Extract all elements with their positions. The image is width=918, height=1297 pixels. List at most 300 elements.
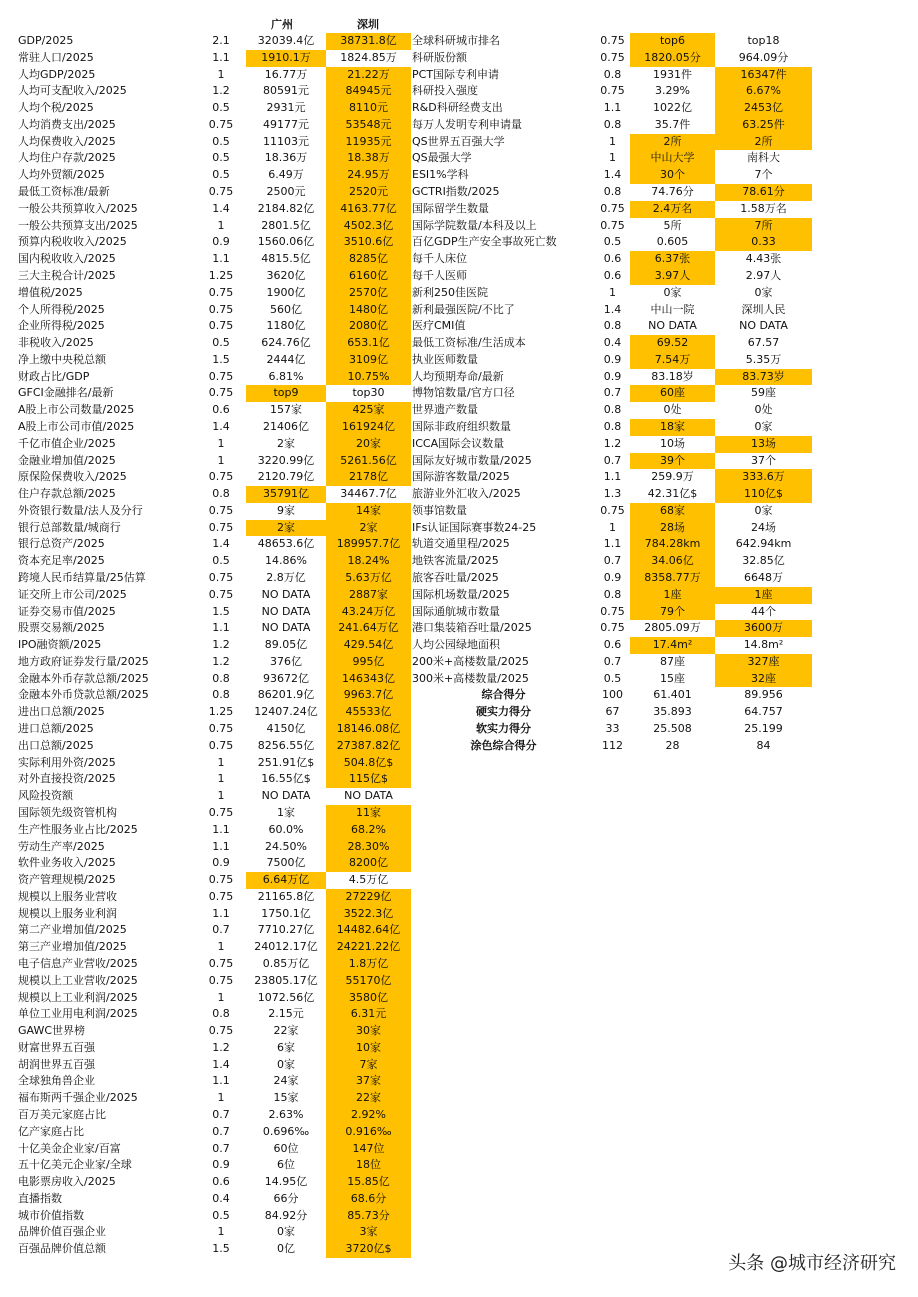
guangzhou-value-cell: 1560.06亿: [257, 235, 315, 249]
table-row: [410, 352, 812, 369]
shenzhen-value-cell: 53548元: [326, 117, 411, 134]
shenzhen-value-cell: 8200亿: [326, 855, 411, 872]
metric-name-cell: 国际留学生数量: [412, 201, 489, 215]
metric-name-cell: 福布斯两千强企业/2025: [18, 1091, 138, 1105]
metric-name-cell: 旅游业外汇收入/2025: [412, 487, 521, 501]
guangzhou-value-cell: 17.4m²: [630, 637, 715, 654]
table-row: [410, 234, 812, 251]
table-row: [16, 570, 411, 587]
weight-cell: 0.5: [603, 235, 622, 249]
table-row: [16, 721, 411, 738]
weight-cell: 1.1: [212, 50, 230, 64]
table-row: [16, 990, 411, 1007]
table-row: [16, 453, 411, 470]
metric-name-cell: 300米+高楼数量/2025: [412, 671, 529, 685]
weight-cell: 0.8: [212, 688, 230, 702]
guangzhou-value-cell: 2805.09万: [644, 621, 701, 635]
weight-cell: 0.9: [212, 856, 230, 870]
metric-name-cell: 出口总额/2025: [18, 738, 94, 752]
shenzhen-value-cell: 0家: [754, 419, 773, 433]
shenzhen-value-cell: 55170亿: [326, 973, 411, 990]
guangzhou-value-cell: 35.893: [653, 705, 692, 719]
guangzhou-value-cell: 6.49万: [268, 168, 304, 182]
table-row: [16, 973, 411, 990]
guangzhou-value-cell: top9: [246, 385, 326, 402]
table-row: [16, 855, 411, 872]
guangzhou-value-cell: 0家: [277, 1057, 295, 1071]
shenzhen-value-cell: 146343亿: [326, 671, 411, 688]
weight-cell: 0.75: [208, 722, 234, 736]
guangzhou-value-cell: 11103元: [263, 134, 309, 148]
weight-cell: 0.9: [212, 1158, 230, 1172]
table-row: [16, 839, 411, 856]
metric-name-cell: ICCA国际会议数量: [412, 436, 505, 450]
shenzhen-value-cell: 6648万: [744, 571, 783, 584]
table-row: [16, 1057, 411, 1074]
table-row: [410, 419, 812, 436]
guangzhou-value-cell: 84.92分: [264, 1208, 308, 1222]
metric-name-cell: 人均外贸额/2025: [18, 168, 105, 182]
weight-cell: 1: [609, 285, 616, 299]
shenzhen-value-cell: 642.94km: [735, 537, 792, 551]
metric-name-cell: 实际利用外资/2025: [18, 755, 116, 769]
weight-cell: 1.5: [212, 352, 230, 366]
weight-cell: 1.25: [208, 705, 234, 719]
table-row: [410, 671, 812, 688]
metric-name-cell: 直播指数: [18, 1191, 62, 1205]
weight-cell: 0.9: [212, 235, 230, 249]
metric-name-cell: 涂色综合得分: [470, 738, 537, 752]
weight-cell: 1: [217, 1225, 225, 1239]
shenzhen-value-cell: 0家: [754, 503, 773, 517]
guangzhou-value-cell: 15座: [660, 671, 685, 685]
guangzhou-value-cell: 7500亿: [266, 856, 306, 870]
table-row: [16, 167, 411, 184]
table-row: [16, 234, 411, 251]
metric-name-cell: 十亿美金企业家/百富: [18, 1141, 121, 1155]
metric-name-cell: 新利250佳医院: [412, 285, 488, 299]
weight-cell: 0.8: [212, 487, 230, 501]
weight-cell: 1: [217, 218, 225, 232]
weight-cell: 0.75: [208, 973, 234, 987]
table-row: [16, 755, 411, 772]
table-row: [16, 436, 411, 453]
shenzhen-value-cell: 5.35万: [745, 352, 782, 366]
guangzhou-value-cell: 32039.4亿: [257, 34, 315, 47]
shenzhen-value-cell: 1座: [715, 587, 812, 604]
weight-cell: 1.4: [212, 1057, 230, 1071]
guangzhou-value-cell: 60.0%: [268, 822, 304, 836]
metric-name-cell: 银行总部数量/城商行: [18, 520, 121, 534]
metric-name-cell: 新利最强医院/不比了: [412, 302, 515, 316]
shenzhen-value-cell: 34467.7亿: [340, 487, 397, 501]
shenzhen-value-cell: 14482.64亿: [326, 922, 411, 939]
weight-cell: 1: [609, 134, 616, 148]
metric-name-cell: 一般公共预算收入/2025: [18, 201, 138, 215]
metric-name-cell: 轨道交通里程/2025: [412, 537, 510, 551]
weight-cell: 1.25: [208, 268, 234, 282]
guangzhou-value-cell: 60座: [630, 385, 715, 402]
guangzhou-value-cell: 4815.5亿: [261, 252, 311, 266]
shenzhen-value-cell: 5.63万亿: [326, 570, 411, 587]
table-row: [16, 83, 411, 100]
shenzhen-value-cell: 14.8m²: [743, 638, 784, 652]
shenzhen-value-cell: 2570亿: [326, 285, 411, 302]
shenzhen-value-cell: NO DATA: [739, 319, 788, 333]
guangzhou-value-cell: 中山大学: [630, 150, 715, 167]
metric-name-cell: 科研投入强度: [412, 84, 478, 98]
metric-name-cell: 最低工资标准/最新: [18, 185, 110, 199]
metric-name-cell: 资本充足率/2025: [18, 554, 105, 568]
guangzhou-value-cell: 8358.77万: [630, 570, 715, 587]
shenzhen-value-cell: 18146.08亿: [326, 721, 411, 738]
metric-name-cell: 电影票房收入/2025: [18, 1175, 116, 1189]
shenzhen-value-cell: 7所: [715, 218, 812, 235]
shenzhen-value-cell: 3720亿$: [326, 1241, 411, 1258]
metric-name-cell: 金融业增加值/2025: [18, 453, 116, 467]
weight-cell: 0.5: [212, 168, 230, 182]
metric-name-cell: 风险投资额: [18, 789, 73, 803]
table-row: [16, 671, 411, 688]
metric-name-cell: 一般公共预算支出/2025: [18, 218, 138, 232]
weight-cell: 1.1: [212, 822, 230, 836]
shenzhen-value-cell: 7家: [326, 1057, 411, 1074]
shenzhen-value-cell: 24.95万: [326, 167, 411, 184]
weight-cell: 0.7: [212, 923, 230, 937]
table-row: [16, 805, 411, 822]
summary-row: [410, 738, 812, 755]
guangzhou-value-cell: 6位: [277, 1158, 295, 1172]
table-row: [16, 1157, 411, 1174]
table-row: [16, 1023, 411, 1040]
shenzhen-value-cell: 38731.8亿: [326, 33, 411, 50]
weight-cell: 1: [217, 436, 225, 450]
weight-cell: 0.75: [208, 503, 234, 517]
table-row: [16, 1191, 411, 1208]
shenzhen-value-cell: 25.199: [744, 722, 783, 736]
guangzhou-value-cell: 48653.6亿: [257, 537, 315, 551]
metric-name-cell: 电子信息产业营收/2025: [18, 956, 138, 970]
shenzhen-value-cell: 11家: [326, 805, 411, 822]
metric-name-cell: 进口总额/2025: [18, 722, 94, 736]
header-shenzhen: 深圳: [357, 18, 379, 31]
shenzhen-value-cell: 161924亿: [326, 419, 411, 436]
metric-name-cell: QS最强大学: [412, 151, 472, 165]
right-comparison-table: [410, 33, 812, 755]
weight-cell: 0.5: [212, 1208, 230, 1222]
weight-cell: 1.4: [603, 168, 622, 182]
guangzhou-value-cell: NO DATA: [648, 319, 697, 333]
table-row: [16, 687, 411, 704]
shenzhen-value-cell: 9963.7亿: [326, 687, 411, 704]
weight-cell: 1.2: [212, 654, 230, 668]
weight-cell: 0.75: [208, 738, 234, 752]
header-guangzhou: 广州: [271, 18, 293, 31]
shenzhen-value-cell: 68.2%: [326, 822, 411, 839]
shenzhen-value-cell: 30家: [326, 1023, 411, 1040]
weight-cell: 0.8: [603, 419, 622, 433]
weight-cell: 0.75: [208, 571, 234, 584]
metric-name-cell: 软实力得分: [476, 722, 531, 736]
guangzhou-value-cell: top6: [630, 33, 715, 50]
metric-name-cell: 旅客吞吐量/2025: [412, 571, 499, 584]
metric-name-cell: 规模以上工业营收/2025: [18, 973, 138, 987]
metric-name-cell: GDP/2025: [18, 34, 74, 47]
shenzhen-value-cell: 27229亿: [326, 889, 411, 906]
weight-cell: 1.4: [603, 302, 622, 316]
guangzhou-value-cell: 28: [665, 738, 680, 752]
weight-cell: 1.2: [212, 638, 230, 652]
table-row: [16, 1141, 411, 1158]
guangzhou-value-cell: 10场: [660, 436, 685, 450]
shenzhen-value-cell: 2453亿: [715, 100, 812, 117]
guangzhou-value-cell: 251.91亿$: [257, 755, 315, 769]
shenzhen-value-cell: 429.54亿: [326, 637, 411, 654]
table-row: [16, 738, 411, 755]
weight-cell: 0.5: [212, 554, 230, 568]
shenzhen-value-cell: 1480亿: [326, 302, 411, 319]
weight-cell: 1.5: [212, 1242, 230, 1256]
metric-name-cell: 第三产业增加值/2025: [18, 940, 127, 954]
metric-name-cell: 人均可支配收入/2025: [18, 84, 127, 98]
weight-cell: 1.1: [603, 470, 622, 484]
guangzhou-value-cell: 28场: [630, 520, 715, 537]
guangzhou-value-cell: 34.06亿: [630, 553, 715, 570]
metric-name-cell: 千亿市值企业/2025: [18, 436, 116, 450]
guangzhou-value-cell: 61.401: [653, 688, 692, 702]
table-row: [16, 906, 411, 923]
table-row: [410, 100, 812, 117]
table-row: [16, 419, 411, 436]
guangzhou-value-cell: 6.37张: [630, 251, 715, 268]
weight-cell: 0.6: [603, 638, 622, 652]
shenzhen-value-cell: 3510.6亿: [326, 234, 411, 251]
table-row: [16, 1208, 411, 1225]
left-comparison-table: [16, 33, 411, 1258]
guangzhou-value-cell: NO DATA: [261, 587, 311, 601]
shenzhen-value-cell: 78.61分: [715, 184, 812, 201]
shenzhen-value-cell: 43.24万亿: [326, 604, 411, 621]
guangzhou-value-cell: 14.95亿: [264, 1175, 308, 1189]
shenzhen-value-cell: 425家: [326, 402, 411, 419]
shenzhen-value-cell: 22家: [326, 1090, 411, 1107]
table-row: [16, 704, 411, 721]
guangzhou-value-cell: 2931元: [266, 101, 306, 115]
guangzhou-value-cell: 35791亿: [246, 486, 326, 503]
weight-cell: 1.4: [212, 419, 230, 433]
table-row: [410, 637, 812, 654]
guangzhou-value-cell: 2500元: [266, 185, 306, 199]
metric-name-cell: 金融本外币存款总额/2025: [18, 671, 149, 685]
weight-cell: 1.1: [212, 1074, 230, 1088]
metric-name-cell: GFCI金融排名/最新: [18, 386, 114, 400]
shenzhen-value-cell: 3580亿: [326, 990, 411, 1007]
metric-name-cell: 证券交易市值/2025: [18, 604, 116, 618]
metric-name-cell: GCTRI指数/2025: [412, 185, 500, 199]
shenzhen-value-cell: 10家: [326, 1040, 411, 1057]
shenzhen-value-cell: 110亿$: [715, 486, 812, 503]
weight-cell: 1.4: [212, 537, 230, 551]
metric-name-cell: 住户存款总额/2025: [18, 487, 116, 501]
table-row: [16, 302, 411, 319]
shenzhen-value-cell: 南科大: [747, 151, 780, 165]
weight-cell: 0.75: [208, 117, 234, 131]
shenzhen-value-cell: 653.1亿: [326, 335, 411, 352]
metric-name-cell: ESI1%学科: [412, 168, 469, 182]
shenzhen-value-cell: 89.956: [744, 688, 783, 702]
table-row: [410, 251, 812, 268]
guangzhou-value-cell: 0.605: [656, 235, 689, 249]
weight-cell: 0.75: [208, 285, 234, 299]
shenzhen-value-cell: 0.916‰: [326, 1124, 411, 1141]
guangzhou-value-cell: 2.8万亿: [266, 571, 306, 584]
table-row: [16, 201, 411, 218]
table-row: [16, 1241, 411, 1258]
shenzhen-value-cell: 20家: [326, 436, 411, 453]
metric-name-cell: 每千人医师: [412, 268, 467, 282]
guangzhou-value-cell: 4150亿: [266, 722, 306, 736]
weight-cell: 1: [217, 755, 225, 769]
weight-cell: 1.2: [603, 436, 622, 450]
weight-cell: 0.8: [603, 117, 622, 131]
metric-name-cell: R&D科研经费支出: [412, 101, 503, 115]
table-row: [16, 100, 411, 117]
guangzhou-value-cell: 14.86%: [265, 554, 307, 568]
table-row: [16, 872, 411, 889]
shenzhen-value-cell: 44个: [751, 604, 776, 618]
metric-name-cell: 每万人发明专利申请量: [412, 117, 522, 131]
weight-cell: 0.5: [212, 101, 230, 115]
metric-name-cell: 领事馆数量: [412, 503, 467, 517]
weight-cell: 0.75: [600, 218, 625, 232]
weight-cell: 0.6: [212, 403, 230, 417]
guangzhou-value-cell: 5所: [663, 218, 682, 232]
weight-cell: 1: [217, 789, 225, 803]
shenzhen-value-cell: 63.25件: [715, 117, 812, 134]
guangzhou-value-cell: 93672亿: [263, 671, 309, 685]
table-row: [16, 587, 411, 604]
metric-name-cell: 劳动生产率/2025: [18, 839, 105, 853]
table-row: [410, 486, 812, 503]
table-row: [16, 553, 411, 570]
shenzhen-value-cell: 27387.82亿: [326, 738, 411, 755]
guangzhou-value-cell: 8256.55亿: [257, 738, 315, 752]
weight-cell: 0.8: [603, 587, 622, 601]
weight-cell: 33: [605, 722, 620, 736]
weight-cell: 0.75: [208, 889, 234, 903]
metric-name-cell: 城市价值指数: [18, 1208, 84, 1222]
metric-name-cell: 软件业务收入/2025: [18, 856, 116, 870]
table-row: [410, 604, 812, 621]
table-row: [410, 436, 812, 453]
shenzhen-value-cell: 18.38万: [326, 150, 411, 167]
table-row: [16, 536, 411, 553]
shenzhen-value-cell: 14家: [326, 503, 411, 520]
guangzhou-value-cell: 2.63%: [268, 1108, 304, 1121]
metric-name-cell: 规模以上服务业营收: [18, 889, 117, 903]
weight-cell: 0.75: [208, 319, 234, 333]
weight-cell: 0.7: [603, 453, 622, 467]
guangzhou-value-cell: 0家: [663, 285, 682, 299]
weight-cell: 0.7: [603, 554, 622, 568]
guangzhou-value-cell: 6.81%: [268, 369, 304, 383]
guangzhou-value-cell: 259.9万: [651, 470, 694, 484]
table-row: [410, 553, 812, 570]
metric-name-cell: 地铁客流量/2025: [412, 554, 499, 568]
guangzhou-value-cell: 3.97人: [630, 268, 715, 285]
metric-name-cell: QS世界五百强大学: [412, 134, 505, 148]
table-row: [16, 318, 411, 335]
weight-cell: 0.5: [212, 336, 230, 350]
guangzhou-value-cell: 49177元: [263, 117, 309, 131]
table-row: [16, 939, 411, 956]
table-row: [410, 503, 812, 520]
shenzhen-value-cell: 964.09分: [738, 50, 789, 64]
metric-name-cell: 港口集装箱吞吐量/2025: [412, 621, 532, 635]
weight-cell: 1: [217, 990, 225, 1004]
shenzhen-value-cell: 85.73分: [326, 1208, 411, 1225]
guangzhou-value-cell: 3.29%: [655, 84, 690, 98]
metric-name-cell: 200米+高楼数量/2025: [412, 654, 529, 668]
guangzhou-value-cell: 2801.5亿: [261, 218, 311, 232]
metric-name-cell: 企业所得税/2025: [18, 319, 105, 333]
guangzhou-value-cell: 25.508: [653, 722, 692, 736]
metric-name-cell: 最低工资标准/生活成本: [412, 336, 526, 350]
table-row: [410, 369, 812, 386]
weight-cell: 0.75: [208, 587, 234, 601]
table-row: [410, 570, 812, 587]
guangzhou-value-cell: 22家: [273, 1024, 299, 1038]
shenzhen-value-cell: 13场: [715, 436, 812, 453]
weight-cell: 0.8: [603, 185, 622, 199]
shenzhen-value-cell: 64.757: [744, 705, 783, 719]
table-row: [410, 335, 812, 352]
metric-name-cell: 人均公园绿地面积: [412, 638, 500, 652]
guangzhou-value-cell: 16.77万: [264, 67, 308, 81]
metric-name-cell: 国际机场数量/2025: [412, 587, 510, 601]
guangzhou-value-cell: 2.15元: [268, 1007, 304, 1021]
shenzhen-value-cell: 28.30%: [326, 839, 411, 856]
weight-cell: 0.8: [603, 403, 622, 417]
weight-cell: 1.1: [212, 839, 230, 853]
table-row: [410, 83, 812, 100]
weight-cell: 67: [605, 705, 620, 719]
guangzhou-value-cell: 624.76亿: [261, 336, 311, 350]
metric-name-cell: 预算内税收收入/2025: [18, 235, 127, 249]
table-row: [16, 1090, 411, 1107]
table-row: [16, 369, 411, 386]
guangzhou-value-cell: 6家: [277, 1040, 295, 1054]
weight-cell: 0.7: [212, 1124, 230, 1138]
shenzhen-value-cell: 5261.56亿: [326, 453, 411, 470]
guangzhou-value-cell: 2所: [630, 134, 715, 151]
guangzhou-value-cell: 7710.27亿: [257, 923, 315, 937]
metric-name-cell: 国际游客数量/2025: [412, 470, 510, 484]
table-row: [16, 469, 411, 486]
shenzhen-value-cell: 4.5万亿: [348, 873, 389, 887]
weight-cell: 0.75: [208, 185, 234, 199]
metric-name-cell: 五十亿美元企业家/全球: [18, 1158, 132, 1172]
table-row: [16, 150, 411, 167]
metric-name-cell: 人均消费支出/2025: [18, 117, 116, 131]
metric-name-cell: 股票交易额/2025: [18, 621, 105, 635]
weight-cell: 0.75: [600, 604, 625, 618]
table-row: [16, 251, 411, 268]
metric-name-cell: 增值税/2025: [18, 285, 83, 299]
table-row: [16, 889, 411, 906]
metric-name-cell: 人均GDP/2025: [18, 67, 96, 81]
guangzhou-value-cell: 21165.8亿: [257, 889, 315, 903]
